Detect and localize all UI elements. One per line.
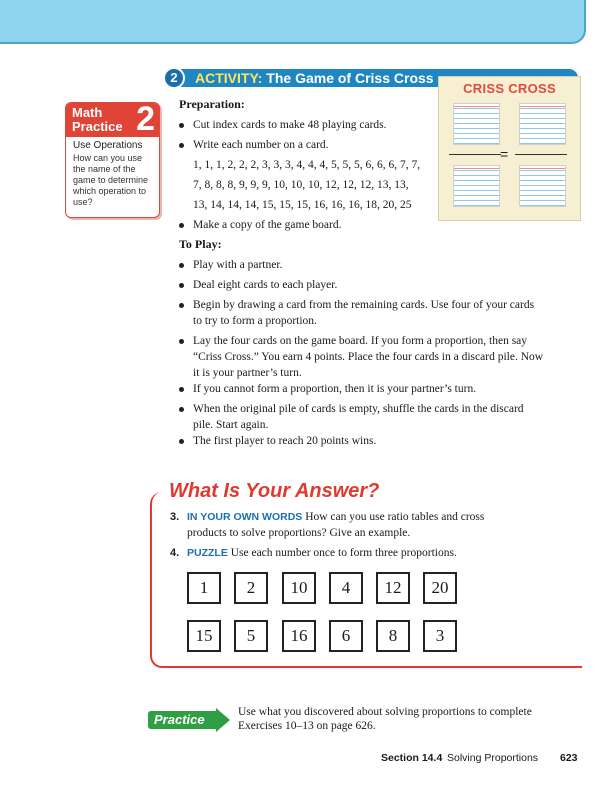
question-4 bbox=[187, 545, 457, 561]
number-tile: 4 bbox=[329, 572, 363, 604]
question-3-number: 3. bbox=[170, 511, 180, 523]
board-title: CRISS CROSS bbox=[463, 81, 556, 96]
activity-number: 2 bbox=[163, 67, 185, 89]
activity-title-text: The Game of Criss Cross bbox=[266, 70, 434, 86]
number-tile: 1 bbox=[187, 572, 221, 604]
question-3 bbox=[187, 509, 484, 541]
footer-section: Section 14.4 bbox=[381, 752, 443, 764]
math-practice-word1: Math bbox=[72, 105, 103, 120]
preparation-heading: Preparation: bbox=[179, 97, 245, 111]
number-list-line: 7, 8, 8, 8, 9, 9, 9, 10, 10, 10, 12, 12, 12, 13, 13, bbox=[193, 179, 409, 191]
play-bullet-text: Play with a partner. bbox=[193, 259, 283, 271]
number-list-line: 13, 14, 14, 14, 15, 15, 15, 16, 16, 16, 18, 20, 25 bbox=[193, 199, 412, 211]
practice-line1: Use what you discovered about solving proportions to complete bbox=[238, 706, 532, 718]
play-bullet-line: pile. Start again. bbox=[193, 419, 269, 431]
number-list-line: 1, 1, 1, 2, 2, 2, 3, 3, 3, 4, 4, 4, 5, 5, 5, 6, 6, 6, 7, 7, bbox=[193, 159, 421, 171]
play-bullet-line: When the original pile of cards is empty, shuffle the cards in the discard bbox=[193, 403, 524, 415]
bullet-dot bbox=[179, 263, 184, 268]
math-practice-subtitle: Use Operations bbox=[73, 140, 143, 151]
bullet-dot bbox=[179, 223, 184, 228]
play-bullet-line: it is your partner’s turn. bbox=[193, 367, 302, 379]
board-card-top-left bbox=[453, 103, 500, 145]
number-tile: 12 bbox=[376, 572, 410, 604]
question-4-line1: Use each number once to form three proportions. bbox=[227, 547, 457, 559]
to-play-heading: To Play: bbox=[179, 237, 222, 251]
practice-badge bbox=[148, 708, 230, 732]
prep-bullet-text: Cut index cards to make 48 playing cards. bbox=[193, 119, 387, 131]
number-tile: 3 bbox=[423, 620, 457, 652]
play-bullet-text bbox=[193, 333, 543, 381]
practice-line2: Exercises 10–13 on page 626. bbox=[238, 720, 376, 732]
question-3-line2: products to solve proportions? Give an example. bbox=[187, 527, 411, 539]
activity-title bbox=[195, 69, 434, 87]
play-bullet-text bbox=[193, 401, 524, 433]
question-4-number: 4. bbox=[170, 547, 180, 559]
question-3-label: IN YOUR OWN WORDS bbox=[187, 511, 303, 523]
math-practice-box bbox=[65, 102, 160, 218]
activity-label: ACTIVITY: bbox=[195, 70, 263, 86]
play-bullet-line: Begin by drawing a card from the remaining cards. Use four of your cards bbox=[193, 299, 535, 311]
page-number: 623 bbox=[560, 752, 578, 764]
board-equals-sign: = bbox=[500, 146, 509, 162]
play-bullet-text: Deal eight cards to each player. bbox=[193, 279, 338, 291]
number-tile: 6 bbox=[329, 620, 363, 652]
number-tile: 5 bbox=[234, 620, 268, 652]
bullet-dot bbox=[179, 387, 184, 392]
fraction-line-right bbox=[515, 154, 567, 155]
board-card-bottom-left bbox=[453, 165, 500, 207]
play-bullet-line: Lay the four cards on the game board. If you form a proportion, then say bbox=[193, 335, 528, 347]
question-4-label: PUZZLE bbox=[187, 547, 228, 559]
bullet-dot bbox=[179, 303, 184, 308]
bullet-dot bbox=[179, 439, 184, 444]
number-tile: 10 bbox=[282, 572, 316, 604]
practice-arrow-icon bbox=[216, 708, 230, 732]
bullet-dot bbox=[179, 339, 184, 344]
math-practice-word2: Practice bbox=[72, 119, 123, 134]
top-band bbox=[0, 0, 586, 44]
practice-label: Practice bbox=[154, 712, 205, 727]
bullet-dot bbox=[179, 407, 184, 412]
practice-text bbox=[238, 705, 568, 733]
number-tile: 15 bbox=[187, 620, 221, 652]
bullet-dot bbox=[179, 283, 184, 288]
answer-title: What Is Your Answer? bbox=[163, 480, 385, 503]
math-practice-header bbox=[66, 103, 159, 137]
prep-bullet-text: Write each number on a card. bbox=[193, 139, 329, 151]
bullet-dot bbox=[179, 123, 184, 128]
criss-cross-board bbox=[438, 76, 581, 221]
play-bullet-text bbox=[193, 297, 534, 329]
play-bullet-line: “Criss Cross.” You earn 4 points. Place the four cards in a discard pile. Now bbox=[193, 351, 544, 363]
board-card-top-right bbox=[519, 103, 566, 145]
prep-bullet-text: Make a copy of the game board. bbox=[193, 219, 342, 231]
number-tile: 20 bbox=[423, 572, 457, 604]
play-bullet-text: The first player to reach 20 points wins. bbox=[193, 435, 377, 447]
number-tile: 2 bbox=[234, 572, 268, 604]
fraction-line-left bbox=[449, 154, 501, 155]
board-card-bottom-right bbox=[519, 165, 566, 207]
number-tile: 16 bbox=[282, 620, 316, 652]
bullet-dot bbox=[179, 143, 184, 148]
math-practice-number: 2 bbox=[136, 102, 155, 138]
footer-title: Solving Proportions bbox=[447, 752, 539, 764]
question-3-line1: How can you use ratio tables and cross bbox=[302, 511, 485, 523]
play-bullet-line: to try to form a proportion. bbox=[193, 315, 317, 327]
number-tile: 8 bbox=[376, 620, 410, 652]
math-practice-text: How can you use the name of the game to determine which operation to use? bbox=[73, 153, 149, 207]
play-bullet-text: If you cannot form a proportion, then it is your partner’s turn. bbox=[193, 383, 477, 395]
